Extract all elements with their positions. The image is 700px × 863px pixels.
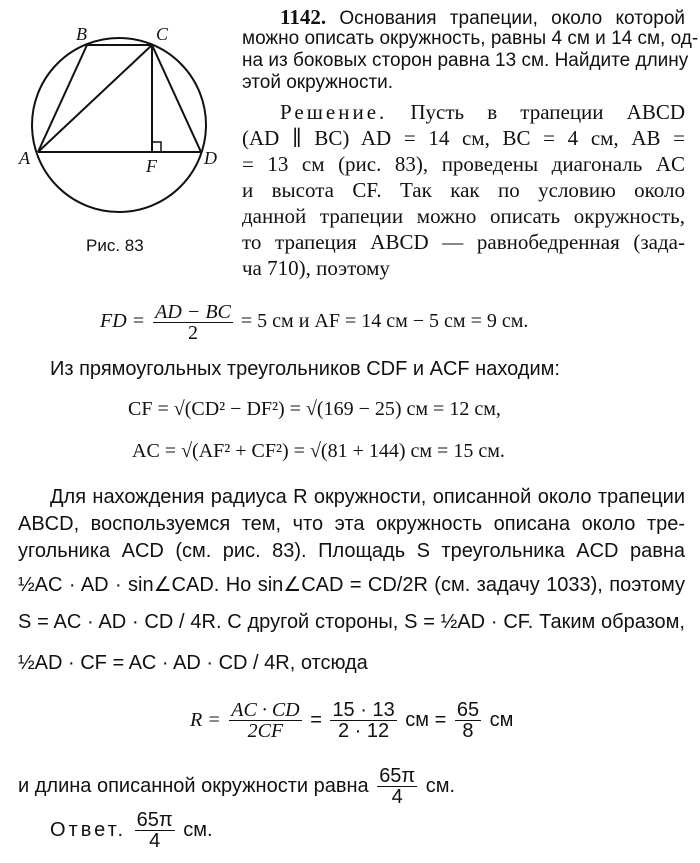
answer-label: Ответ.	[50, 818, 127, 841]
vertex-label-b: B	[76, 24, 87, 44]
solution-line-6: ча 710), поэтому	[242, 256, 390, 280]
vertex-label-c: C	[156, 24, 169, 44]
vertex-label-a: A	[19, 148, 30, 168]
problem-line-1: 1142. Основания трапеции, около которой	[280, 5, 685, 29]
solution-line-3: и высота CF. Так как по условию около	[242, 178, 685, 202]
para2-line-5: S = AC · AD · CD / 4R. С другой стороны, S = ½AD · CF. Таким образом,	[18, 611, 685, 633]
equation-r: R = $\frac{AC \cdot CD}{2CF}$ = $\frac{15 \cdot 13}{2 \cdot 12}$ см = $\frac{65}{8}$ см	[190, 699, 514, 742]
right-triangles-line: Из прямоугольных треугольников CDF и ACF находим:	[50, 358, 560, 380]
solution-line-4: данной трапеции можно описать окружность,	[242, 204, 685, 228]
figure-83	[0, 0, 240, 270]
fraction: $\frac{65}{8}$	[456, 699, 480, 742]
vertex-label-f: F	[146, 156, 157, 176]
solution-heading-line: Решение. Пусть в трапеции ABCD	[280, 100, 685, 124]
equation-fd: FD = $\frac{AD - BC}{2}$ = 5 см и AF = 14 см − 5 см = 9 см.	[100, 301, 529, 344]
para2-line-2: ABCD, воспользуемся тем, что эта окружность описана около тре-	[18, 513, 685, 535]
fraction: $\frac{65\pi}{4}$	[136, 809, 173, 852]
solution-line-2: = 13 см (рис. 83), проведены диагональ AC	[242, 152, 685, 176]
circumference-line: и длина описанной окружности равна $\frac{65\pi}{4}$ см.	[18, 765, 456, 808]
fraction: $\frac{65\pi}{4}$	[379, 765, 416, 808]
solution-line-1: (AD ∥ BC) AD = 14 см, BC = 4 см, AB =	[242, 126, 685, 150]
para2-line-4: ½AC · AD · sin∠CAD. Но sin∠CAD = CD/2R (см. задачу 1033), поэтому	[18, 574, 685, 596]
solution-line-5: то трапеция ABCD — равнобедренная (зада-	[242, 230, 685, 254]
solution-heading: Решение.	[280, 100, 388, 124]
trapezoid-circle-diagram	[0, 0, 240, 230]
equation-cf: CF = √(CD² − DF²) = √(169 − 25) см = 12 см,	[128, 398, 501, 420]
para2-line-3: угольника ACD (см. рис. 83). Площадь S треугольника ACD равна	[18, 540, 685, 562]
answer-line: Ответ. $\frac{65\pi}{4}$ см.	[50, 809, 213, 852]
para2-line-6: ½AD · CF = AC · AD · CD / 4R, отсюда	[18, 652, 368, 674]
problem-line-3: на из боковых сторон равна 13 см. Найдите длину	[242, 50, 689, 71]
equation-ac: AC = √(AF² + CF²) = √(81 + 144) см = 15 см.	[132, 440, 505, 462]
fraction: $\frac{AD - BC}{2}$	[155, 301, 231, 344]
vertex-label-d: D	[204, 148, 217, 168]
para2-line-1: Для нахождения радиуса R окружности, описанной около трапеции	[50, 486, 685, 508]
problem-line-4: этой окружности.	[242, 72, 394, 93]
problem-number: 1142.	[280, 5, 327, 29]
fraction: $\frac{15 \cdot 13}{2 \cdot 12}$	[332, 699, 395, 742]
problem-line-2: можно описать окружность, равны 4 см и 14 см, од-	[242, 28, 699, 49]
fraction: $\frac{AC \cdot CD}{2CF}$	[231, 699, 300, 742]
figure-caption: Рис. 83	[86, 236, 144, 255]
